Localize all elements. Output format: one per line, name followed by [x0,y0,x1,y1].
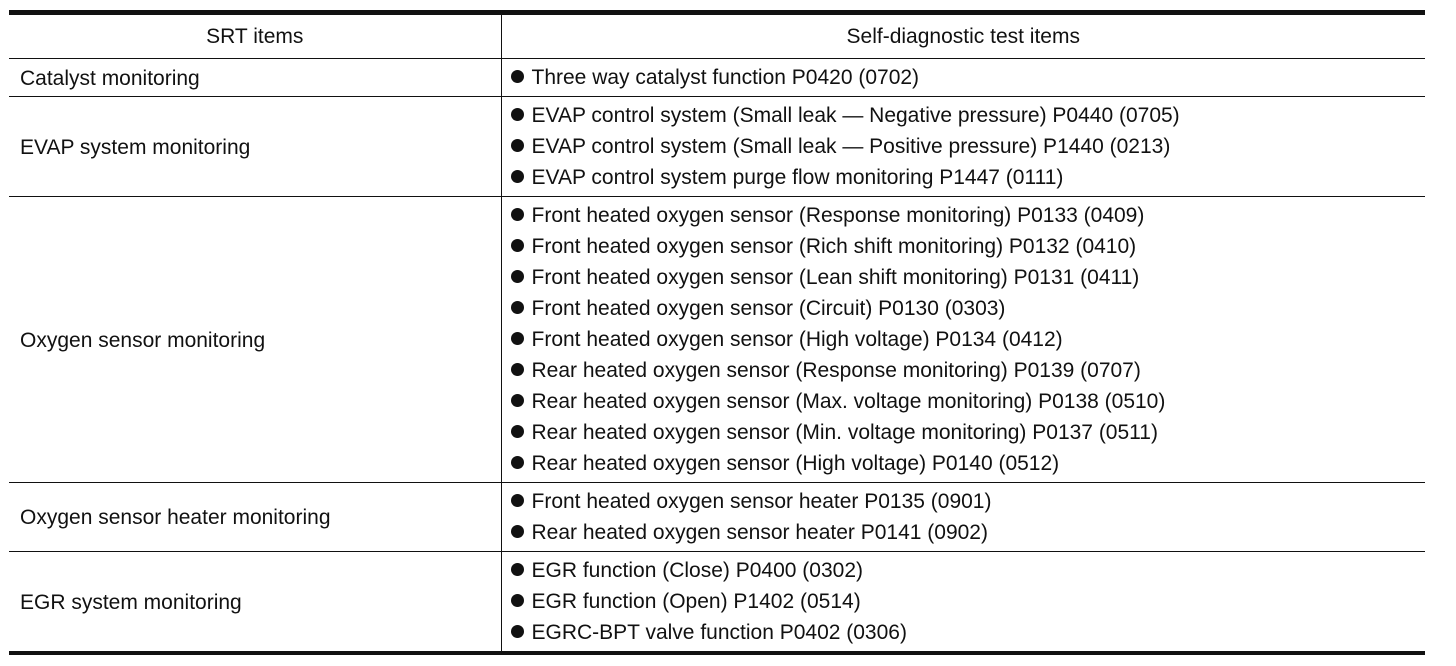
test-item [511,617,1426,648]
test-item-text: Rear heated oxygen sensor (High voltage) P0140 (0512) [531,452,1060,475]
srt-item-cell: Oxygen sensor monitoring [9,197,501,483]
test-item [511,162,1426,193]
test-item-text: EVAP control system purge flow monitoring P1447 (0111) [531,166,1064,189]
bullet-icon [511,139,524,152]
test-item-text: EVAP control system (Small leak — Negative pressure) P0440 (0705) [531,104,1180,127]
bullet-icon [511,594,524,607]
test-items-cell [501,197,1425,483]
test-item [511,324,1426,355]
test-item [511,386,1426,417]
test-item [511,231,1426,262]
bullet-icon [511,239,524,252]
table-body [9,59,1425,654]
table-row [9,552,1425,654]
bullet-icon [511,525,524,538]
srt-table-container [9,10,1425,655]
test-item-text: Front heated oxygen sensor (Rich shift monitoring) P0132 (0410) [531,235,1137,258]
table-row [9,197,1425,483]
srt-table [9,10,1425,655]
test-items-cell [501,59,1425,97]
test-items-cell [501,483,1425,552]
test-item-text: Rear heated oxygen sensor (Max. voltage monitoring) P0138 (0510) [531,390,1166,413]
test-item [511,200,1426,231]
bullet-icon [511,170,524,183]
bullet-icon [511,425,524,438]
test-item [511,486,1426,517]
test-list [502,59,1426,96]
bullet-icon [511,394,524,407]
test-item [511,293,1426,324]
test-item-text: Front heated oxygen sensor (Circuit) P0130 (0303) [531,297,1006,320]
srt-item-cell: Oxygen sensor heater monitoring [9,483,501,552]
bullet-icon [511,108,524,121]
table-row [9,97,1425,197]
test-item-text: Rear heated oxygen sensor (Min. voltage monitoring) P0137 (0511) [531,421,1158,444]
bullet-icon [511,625,524,638]
test-item-text: Front heated oxygen sensor heater P0135 (0901) [531,490,992,513]
bullet-icon [511,563,524,576]
test-item [511,62,1426,93]
header-row [9,13,1425,59]
test-item-text: EGR function (Open) P1402 (0514) [531,590,861,613]
test-item [511,517,1426,548]
srt-item-cell: EVAP system monitoring [9,97,501,197]
test-item [511,448,1426,479]
test-item [511,555,1426,586]
test-list [502,97,1426,196]
test-item [511,131,1426,162]
test-items-cell [501,552,1425,654]
test-item [511,262,1426,293]
test-item-text: Rear heated oxygen sensor heater P0141 (0902) [531,521,988,544]
test-item-text: EGR function (Close) P0400 (0302) [531,559,863,582]
test-item [511,586,1426,617]
test-list [502,552,1426,651]
test-item-text: Three way catalyst function P0420 (0702) [531,66,920,89]
test-item-text: EGRC-BPT valve function P0402 (0306) [531,621,907,644]
bullet-icon [511,270,524,283]
table-row [9,483,1425,552]
bullet-icon [511,363,524,376]
srt-item-cell: Catalyst monitoring [9,59,501,97]
test-item-text: Front heated oxygen sensor (Lean shift monitoring) P0131 (0411) [531,266,1140,289]
test-item [511,355,1426,386]
bullet-icon [511,332,524,345]
header-srt-items: SRT items [9,13,501,59]
test-item-text: Front heated oxygen sensor (High voltage) P0134 (0412) [531,328,1063,351]
header-self-diagnostic-test-items: Self-diagnostic test items [501,13,1425,59]
test-items-cell [501,97,1425,197]
test-item [511,100,1426,131]
test-list [502,483,1426,551]
bullet-icon [511,208,524,221]
test-list [502,197,1426,482]
test-item-text: Rear heated oxygen sensor (Response monitoring) P0139 (0707) [531,359,1141,382]
test-item-text: EVAP control system (Small leak — Positive pressure) P1440 (0213) [531,135,1171,158]
srt-item-cell: EGR system monitoring [9,552,501,654]
table-row [9,59,1425,97]
test-item-text: Front heated oxygen sensor (Response monitoring) P0133 (0409) [531,204,1145,227]
bullet-icon [511,301,524,314]
bullet-icon [511,494,524,507]
bullet-icon [511,456,524,469]
bullet-icon [511,70,524,83]
test-item [511,417,1426,448]
